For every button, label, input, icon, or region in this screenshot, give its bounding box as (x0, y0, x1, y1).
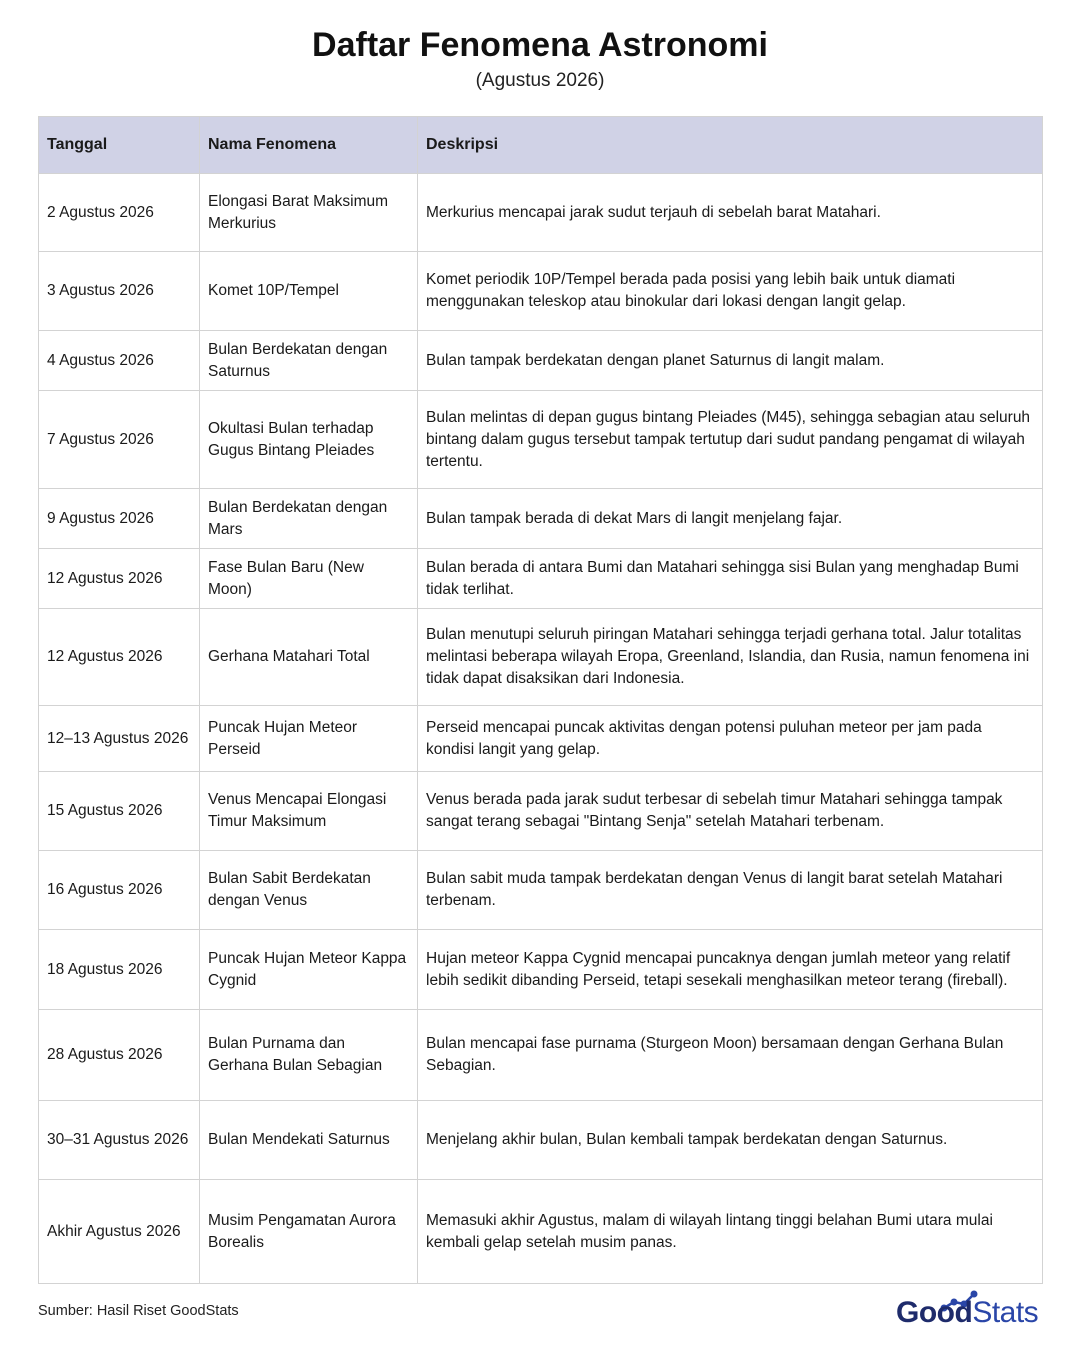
cell-name: Bulan Berdekatan dengan Mars (200, 489, 418, 549)
cell-name: Venus Mencapai Elongasi Timur Maksimum (200, 772, 418, 851)
column-header-name: Nama Fenomena (200, 117, 418, 174)
cell-description: Merkurius mencapai jarak sudut terjauh di sebelah barat Matahari. (418, 174, 1043, 252)
cell-name: Fase Bulan Baru (New Moon) (200, 549, 418, 609)
cell-date: 15 Agustus 2026 (39, 772, 200, 851)
table-row (39, 549, 1043, 609)
cell-date: 12 Agustus 2026 (39, 549, 200, 609)
cell-description: Memasuki akhir Agustus, malam di wilayah lintang tinggi belahan Bumi utara mulai kembali gelap setelah musim panas. (418, 1180, 1043, 1284)
cell-description: Bulan tampak berdekatan dengan planet Saturnus di langit malam. (418, 331, 1043, 391)
cell-name: Okultasi Bulan terhadap Gugus Bintang Pleiades (200, 391, 418, 489)
page-subtitle: (Agustus 2026) (475, 70, 605, 91)
cell-date: 4 Agustus 2026 (39, 331, 200, 391)
table-row (39, 772, 1043, 851)
cell-description: Hujan meteor Kappa Cygnid mencapai puncaknya dengan jumlah meteor yang relatif lebih sedikit dibanding Perseid, tetapi sesekali menghasilkan meteor terang (fireball). (418, 930, 1043, 1010)
cell-name: Puncak Hujan Meteor Perseid (200, 706, 418, 772)
table-row (39, 174, 1043, 252)
logo-good-text: Good (896, 1296, 973, 1329)
cell-date: 16 Agustus 2026 (39, 851, 200, 930)
logo-wordmark (896, 1296, 1038, 1330)
table-row (39, 1101, 1043, 1180)
cell-date: 18 Agustus 2026 (39, 930, 200, 1010)
page-title: Daftar Fenomena Astronomi (312, 26, 768, 64)
cell-description: Perseid mencapai puncak aktivitas dengan potensi puluhan meteor per jam pada kondisi langit yang gelap. (418, 706, 1043, 772)
cell-description: Menjelang akhir bulan, Bulan kembali tampak berdekatan dengan Saturnus. (418, 1101, 1043, 1180)
cell-name: Bulan Berdekatan dengan Saturnus (200, 331, 418, 391)
cell-description: Bulan mencapai fase purnama (Sturgeon Moon) bersamaan dengan Gerhana Bulan Sebagian. (418, 1010, 1043, 1101)
cell-date: 7 Agustus 2026 (39, 391, 200, 489)
cell-name: Bulan Mendekati Saturnus (200, 1101, 418, 1180)
cell-description: Bulan sabit muda tampak berdekatan dengan Venus di langit barat setelah Matahari terbenam. (418, 851, 1043, 930)
table-row (39, 930, 1043, 1010)
table-row (39, 489, 1043, 549)
cell-description: Komet periodik 10P/Tempel berada pada posisi yang lebih baik untuk diamati menggunakan teleskop atau binokular dari lokasi dengan langit gelap. (418, 252, 1043, 331)
cell-date: 9 Agustus 2026 (39, 489, 200, 549)
cell-date: 30–31 Agustus 2026 (39, 1101, 200, 1180)
cell-name: Elongasi Barat Maksimum Merkurius (200, 174, 418, 252)
table-row (39, 1180, 1043, 1284)
cell-description: Bulan berada di antara Bumi dan Matahari sehingga sisi Bulan yang menghadap Bumi tidak terlihat. (418, 549, 1043, 609)
logo-stats-text: Stats (972, 1296, 1039, 1329)
table-row (39, 391, 1043, 489)
cell-date: 2 Agustus 2026 (39, 174, 200, 252)
cell-name: Bulan Purnama dan Gerhana Bulan Sebagian (200, 1010, 418, 1101)
cell-description: Venus berada pada jarak sudut terbesar di sebelah timur Matahari sehingga tampak sangat terang sebagai "Bintang Senja" setelah Matahari terbenam. (418, 772, 1043, 851)
table-row (39, 609, 1043, 706)
table-row (39, 706, 1043, 772)
cell-name: Komet 10P/Tempel (200, 252, 418, 331)
cell-date: 3 Agustus 2026 (39, 252, 200, 331)
cell-date: Akhir Agustus 2026 (39, 1180, 200, 1284)
cell-date: 28 Agustus 2026 (39, 1010, 200, 1101)
table-row (39, 331, 1043, 391)
table-row (39, 851, 1043, 930)
source-note: Sumber: Hasil Riset GoodStats (38, 1303, 239, 1319)
cell-name: Bulan Sabit Berdekatan dengan Venus (200, 851, 418, 930)
cell-name: Puncak Hujan Meteor Kappa Cygnid (200, 930, 418, 1010)
cell-name: Gerhana Matahari Total (200, 609, 418, 706)
table-row (39, 1010, 1043, 1101)
cell-date: 12–13 Agustus 2026 (39, 706, 200, 772)
column-header-date: Tanggal (39, 117, 200, 174)
column-header-description: Deskripsi (418, 117, 1043, 174)
cell-date: 12 Agustus 2026 (39, 609, 200, 706)
cell-description: Bulan tampak berada di dekat Mars di langit menjelang fajar. (418, 489, 1043, 549)
table-body (39, 174, 1043, 1284)
table-row (39, 252, 1043, 331)
goodstats-logo (896, 1288, 1056, 1338)
cell-name: Musim Pengamatan Aurora Borealis (200, 1180, 418, 1284)
cell-description: Bulan menutupi seluruh piringan Matahari sehingga terjadi gerhana total. Jalur totalitas melintasi beberapa wilayah Eropa, Greenland, Islandia, dan Rusia, namun fenomena ini tidak dapat disaksikan dari Indonesia. (418, 609, 1043, 706)
phenomena-table (38, 116, 1043, 1284)
table-header-row (39, 117, 1043, 174)
cell-description: Bulan melintas di depan gugus bintang Pleiades (M45), sehingga sebagian atau seluruh bintang dalam gugus tersebut tampak tertutup dari sudut pandang pengamat di wilayah tertentu. (418, 391, 1043, 489)
